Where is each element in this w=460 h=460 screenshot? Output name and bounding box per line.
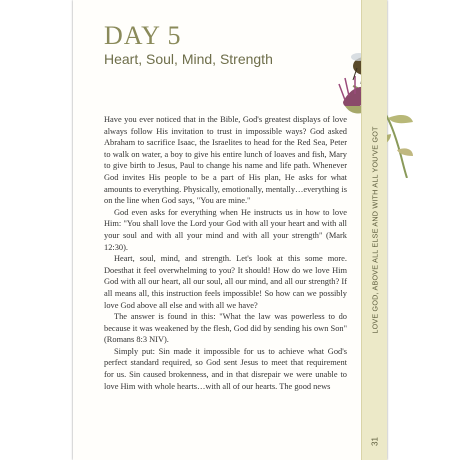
running-title-strip [361, 0, 387, 460]
paragraph: Heart, soul, mind, and strength. Let's look at this some more. Doesthat it feel overwhelming to you? It should! How do we love Him God with all our heart, all our soul, all our mind, and all our strength? If all means all, this instruction feels impossible! So how can we possibly love God above all else and with all we have? [104, 254, 347, 310]
paragraph: God even asks for everything when He instructs us in how to love Him: "You shall love the Lord your God with all your heart and with all your soul and with all your mind and with all your strength" (Mark 12:30). [104, 207, 347, 252]
running-title: LOVE GOD, ABOVE ALL ELSE AND WITH ALL YOU'VE GOT [370, 126, 379, 334]
book-page [73, 0, 387, 460]
paragraph: The answer is found in this: "What the law was powerless to do because it was weakened by the flesh, God did by sending his own Son" (Romans 8:3 NIV). [104, 312, 347, 345]
body-text [104, 114, 347, 392]
day-heading: DAY 5 [104, 21, 182, 50]
page-title: Heart, Soul, Mind, Strength [104, 51, 273, 67]
paragraph: Simply put: Sin made it impossible for us to achieve what God's perfect standard required, so God sent Jesus to meet that requirement for us. Sin caused brokenness, and in that disrepair we were unable to love Him with whole hearts…with all of our hearts. The good news [104, 346, 347, 391]
page-number: 31 [370, 437, 379, 446]
paragraph: Have you ever noticed that in the Bible, God's greatest displays of love always follow His invitation to trust in impossible ways? God asked Abraham to sacrifice Isaac, the Israelites to head for the Red Sea, Peter to walk on water, a boy to give his entire lunch of loaves and fish, Mary to give birth to Jesus, Paul to change his name and life path. Whenever God invites His people to be a part of His plan, He asks for what amounts to everything. Physically, emotionally, mentally…everything is on the line when God says, "You are mine." [104, 115, 347, 206]
